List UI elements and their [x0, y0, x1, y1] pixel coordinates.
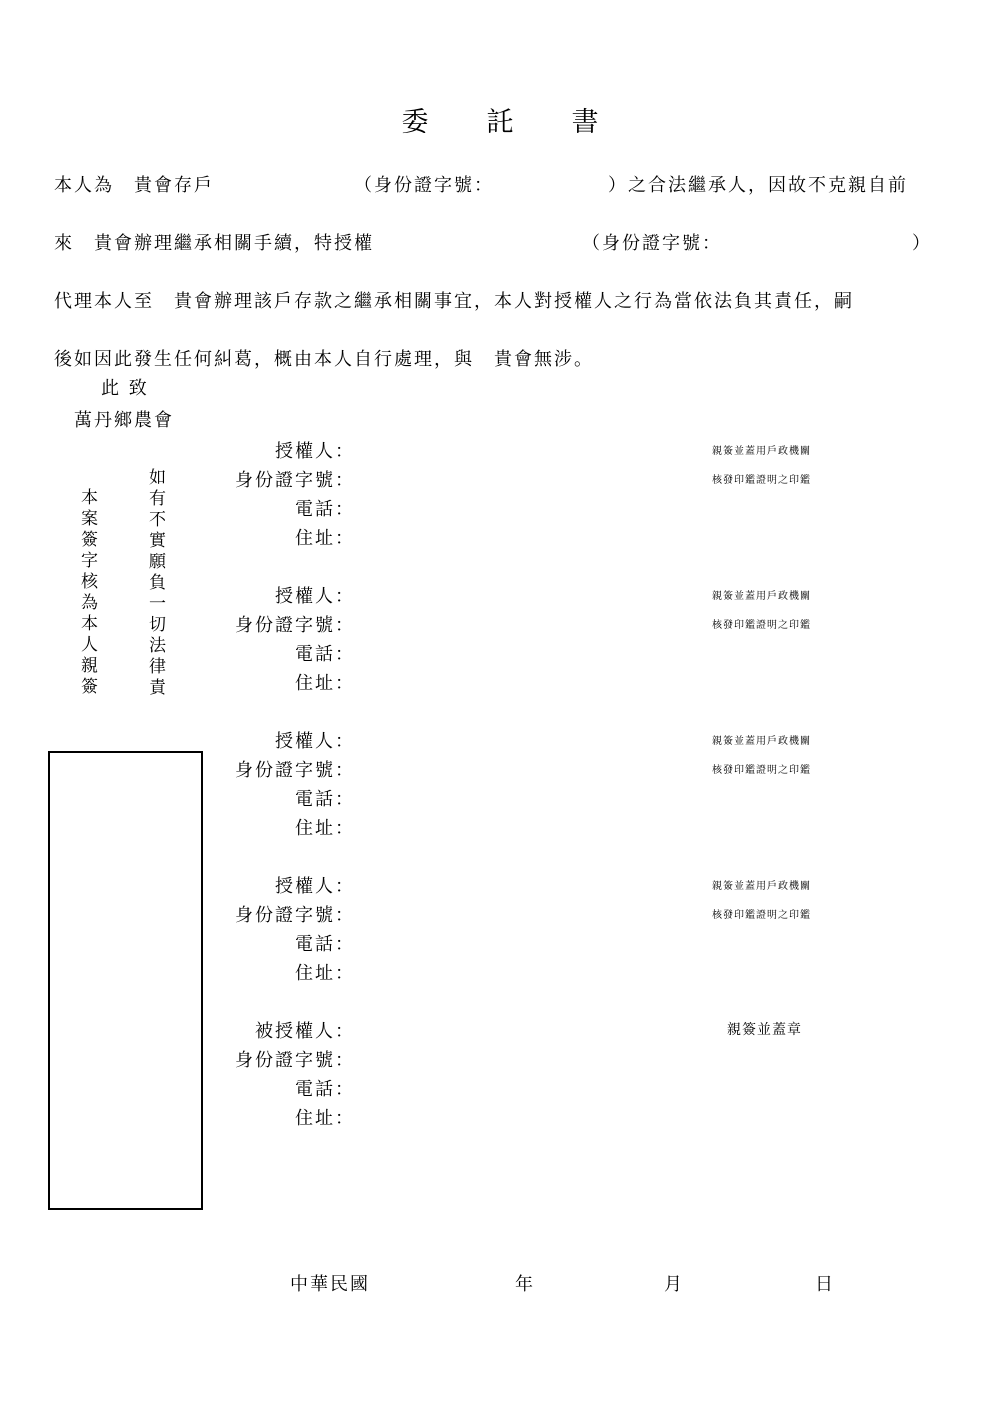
grantor-phone-label: 電話： — [295, 644, 355, 665]
date-day: 日 — [815, 1274, 835, 1295]
grantor-seal-note: 核發印鑑證明之印鑑 — [712, 910, 811, 921]
date-month: 月 — [664, 1274, 684, 1295]
body-line2-part-a: 來 貴會辦理繼承相關手續，特授權 — [54, 233, 374, 254]
grantor-phone-label: 電話： — [295, 499, 355, 520]
grantor-address-label: 住址： — [295, 673, 355, 694]
grantor-phone-label: 電話： — [295, 789, 355, 810]
grantor-seal-note: 核發印鑑證明之印鑑 — [712, 765, 811, 776]
recipient-name: 萬丹鄉農會 — [74, 410, 174, 431]
grantee-address-label: 住址： — [295, 1108, 355, 1129]
grantor-seal-note: 核發印鑑證明之印鑑 — [712, 620, 811, 631]
grantor-id-label: 身份證字號： — [235, 470, 355, 491]
salutation: 此 致 — [101, 378, 149, 399]
body-line3: 代理本人至 貴會辦理該戶存款之繼承相關事宜，本人對授權人之行為當依法負其責任，嗣 — [54, 291, 854, 312]
grantor-id-label: 身份證字號： — [235, 905, 355, 926]
body-line1-part-a: 本人為 貴會存戶 — [54, 175, 214, 196]
date-year: 年 — [515, 1274, 535, 1295]
grantor-seal-note: 親簽並蓋用戶政機關 — [712, 736, 811, 747]
body-line1-part-b: （身份證字號： — [354, 175, 494, 196]
side-note-left: 本案簽字核為本人親簽 — [77, 488, 97, 698]
body-line2-part-b: （身份證字號： — [582, 233, 722, 254]
grantor-seal-note: 核發印鑑證明之印鑑 — [712, 475, 811, 486]
grantor-seal-note: 親簽並蓋用戶政機關 — [712, 591, 811, 602]
grantor-name-label: 授權人： — [275, 586, 355, 607]
body-line4: 後如因此發生任何糾葛，概由本人自行處理，與 貴會無涉。 — [54, 349, 594, 370]
grantor-seal-note: 親簽並蓋用戶政機關 — [712, 446, 811, 457]
grantee-seal-note: 親簽並蓋章 — [727, 1022, 802, 1038]
grantor-seal-note: 親簽並蓋用戶政機關 — [712, 881, 811, 892]
side-note-right: 如有不實願負一切法律責 — [145, 468, 165, 699]
grantor-name-label: 授權人： — [275, 441, 355, 462]
grantee-id-label: 身份證字號： — [235, 1050, 355, 1071]
grantor-address-label: 住址： — [295, 963, 355, 984]
grantor-name-label: 授權人： — [275, 876, 355, 897]
body-line2-part-c: ） — [912, 233, 932, 254]
document-title: 委託書 — [401, 107, 657, 138]
grantor-phone-label: 電話： — [295, 934, 355, 955]
grantor-id-label: 身份證字號： — [235, 615, 355, 636]
body-line1-part-c: ）之合法繼承人，因故不克親自前 — [608, 175, 908, 196]
grantor-address-label: 住址： — [295, 818, 355, 839]
grantor-address-label: 住址： — [295, 528, 355, 549]
grantor-id-label: 身份證字號： — [235, 760, 355, 781]
date-era: 中華民國 — [290, 1274, 370, 1295]
grantee-phone-label: 電話： — [295, 1079, 355, 1100]
grantor-name-label: 授權人： — [275, 731, 355, 752]
grantee-name-label: 被授權人： — [255, 1021, 355, 1042]
